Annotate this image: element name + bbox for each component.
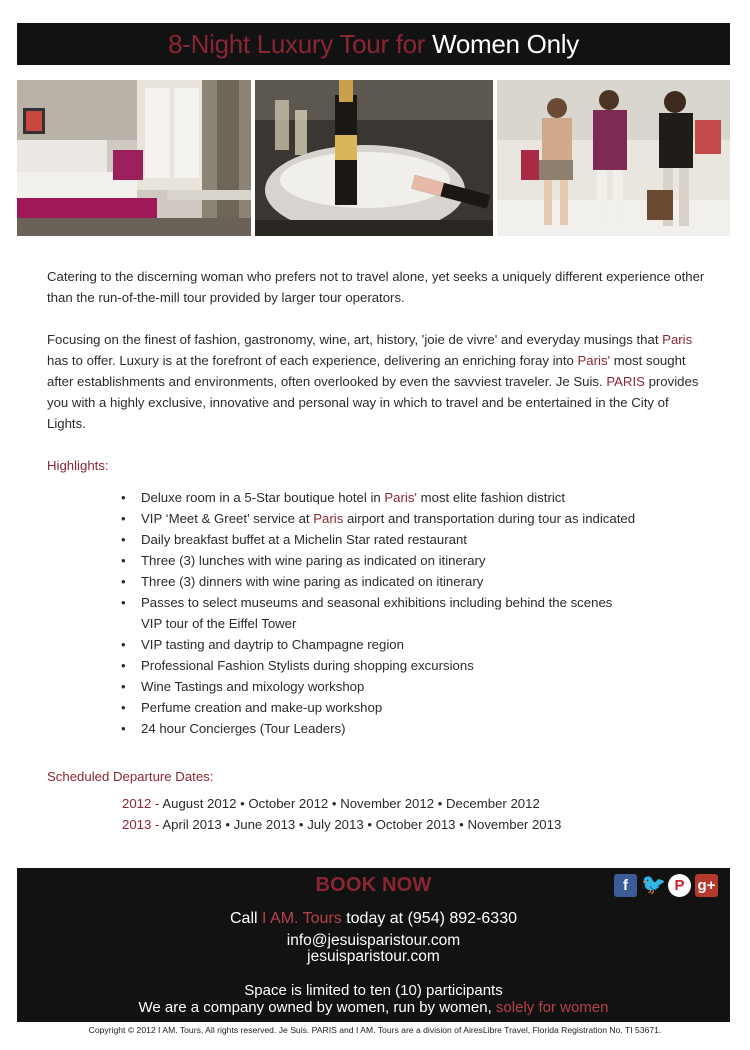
book-now-button[interactable]: BOOK NOW [315,874,432,896]
text: most sought after establishments and environments, often overlooked by even the savviest traveler. Je Suis. [47,353,686,389]
text: VIP ‘Meet & Greet’ service at [141,511,314,526]
dates-row-2012 [122,793,707,814]
list-item: • Wine Tastings and mixology workshop [121,676,707,697]
title-part-red: 8-Night Luxury Tour for [168,29,426,59]
paris-link: Paris [313,511,344,526]
year-label: 2013 - [122,817,160,832]
list-item: • Three (3) lunches with wine paring as indicated on itinerary [121,550,707,571]
shopping-women-photo [497,80,730,236]
list-item [121,487,707,508]
text: most elite fashion district [416,490,566,505]
departures-heading: Scheduled Departure Dates: [47,769,214,784]
intro-paragraph-1: Catering to the discerning woman who prefers not to travel alone, yet seeks a uniquely different experience other than the run-of-the-mill tour provided by larger tour operators. [47,269,705,305]
social-links [614,874,718,897]
year-label: 2012 - [122,796,160,811]
text: We are a company owned by women, run by women, [138,999,496,1016]
list-item: • 24 hour Concierges (Tour Leaders) [121,718,707,739]
paris-link: Paris [662,332,693,347]
text: Focusing on the finest of fashion, gastronomy, wine, art, history, 'joie de vivre' and everyday musings that [47,332,663,347]
twitter-icon[interactable]: 🐦 [641,874,666,896]
website-link[interactable]: jesuisparistour.com [307,948,440,965]
text: provides you with a highly exclusive, innovative and personal way in which to travel and be entertained in the City of Lights. [47,374,699,431]
list-item: • Passes to select museums and seasonal exhibitions including behind the scenes [121,592,707,613]
paris-link: Paris' [384,490,417,505]
intro-paragraph-2 [47,329,707,434]
paris-link: Paris' [577,353,611,368]
text: has to offer. Luxury is at the forefront of each experience, delivering an enriching foray into [47,353,578,368]
pinterest-icon[interactable]: P [668,874,691,897]
list-item: • Daily breakfast buffet at a Michelin Star rated restaurant [121,529,707,550]
call-line [17,910,730,928]
highlights-heading: Highlights: [47,458,109,473]
email-link[interactable]: info@jesuisparistour.com [286,932,461,949]
company-name: I AM. Tours [262,910,342,927]
copyright-notice: Copyright © 2012 I AM. Tours, All rights reserved. Je Suis. PARIS and I AM. Tours are a division of AiresLibre Travel, Florida Registration No. TI 53671. [88,1025,662,1035]
list-item: • Professional Fashion Stylists during shopping excursions [121,655,707,676]
list-item: • Three (3) dinners with wine paring as indicated on itinerary [121,571,707,592]
text: Call [230,910,263,927]
phone-text[interactable]: today at (954) 892-6330 [341,910,517,927]
list-item: • VIP tasting and daytrip to Champagne region [121,634,707,655]
hotel-room-photo [17,80,251,236]
text: Deluxe room in a 5-Star boutique hotel in [141,490,385,505]
champagne-photo [255,80,493,236]
list-item-continuation: VIP tour of the Eiffel Tower [141,616,297,631]
dates-list: August 2012 • October 2012 • November 2012 • December 2012 [159,796,540,811]
list-item [121,508,707,529]
highlights-list [47,487,707,739]
paris-link: PARIS [606,374,645,389]
google-plus-icon[interactable]: g+ [695,874,718,897]
body-content [47,266,707,835]
facebook-icon[interactable]: f [614,874,637,897]
title-part-white: Women Only [432,29,579,59]
company-statement [17,999,730,1016]
text: airport and transportation during tour as indicated [343,511,636,526]
space-notice: Space is limited to ten (10) participants [244,982,503,999]
text-accent: solely for women [495,999,609,1016]
departure-dates [47,793,707,835]
dates-list: April 2013 • June 2013 • July 2013 • October 2013 • November 2013 [159,817,562,832]
title-banner [17,23,730,65]
photo-strip [17,80,730,236]
booking-footer [17,868,730,1022]
list-item: • Perfume creation and make-up workshop [121,697,707,718]
dates-row-2013 [122,814,707,835]
